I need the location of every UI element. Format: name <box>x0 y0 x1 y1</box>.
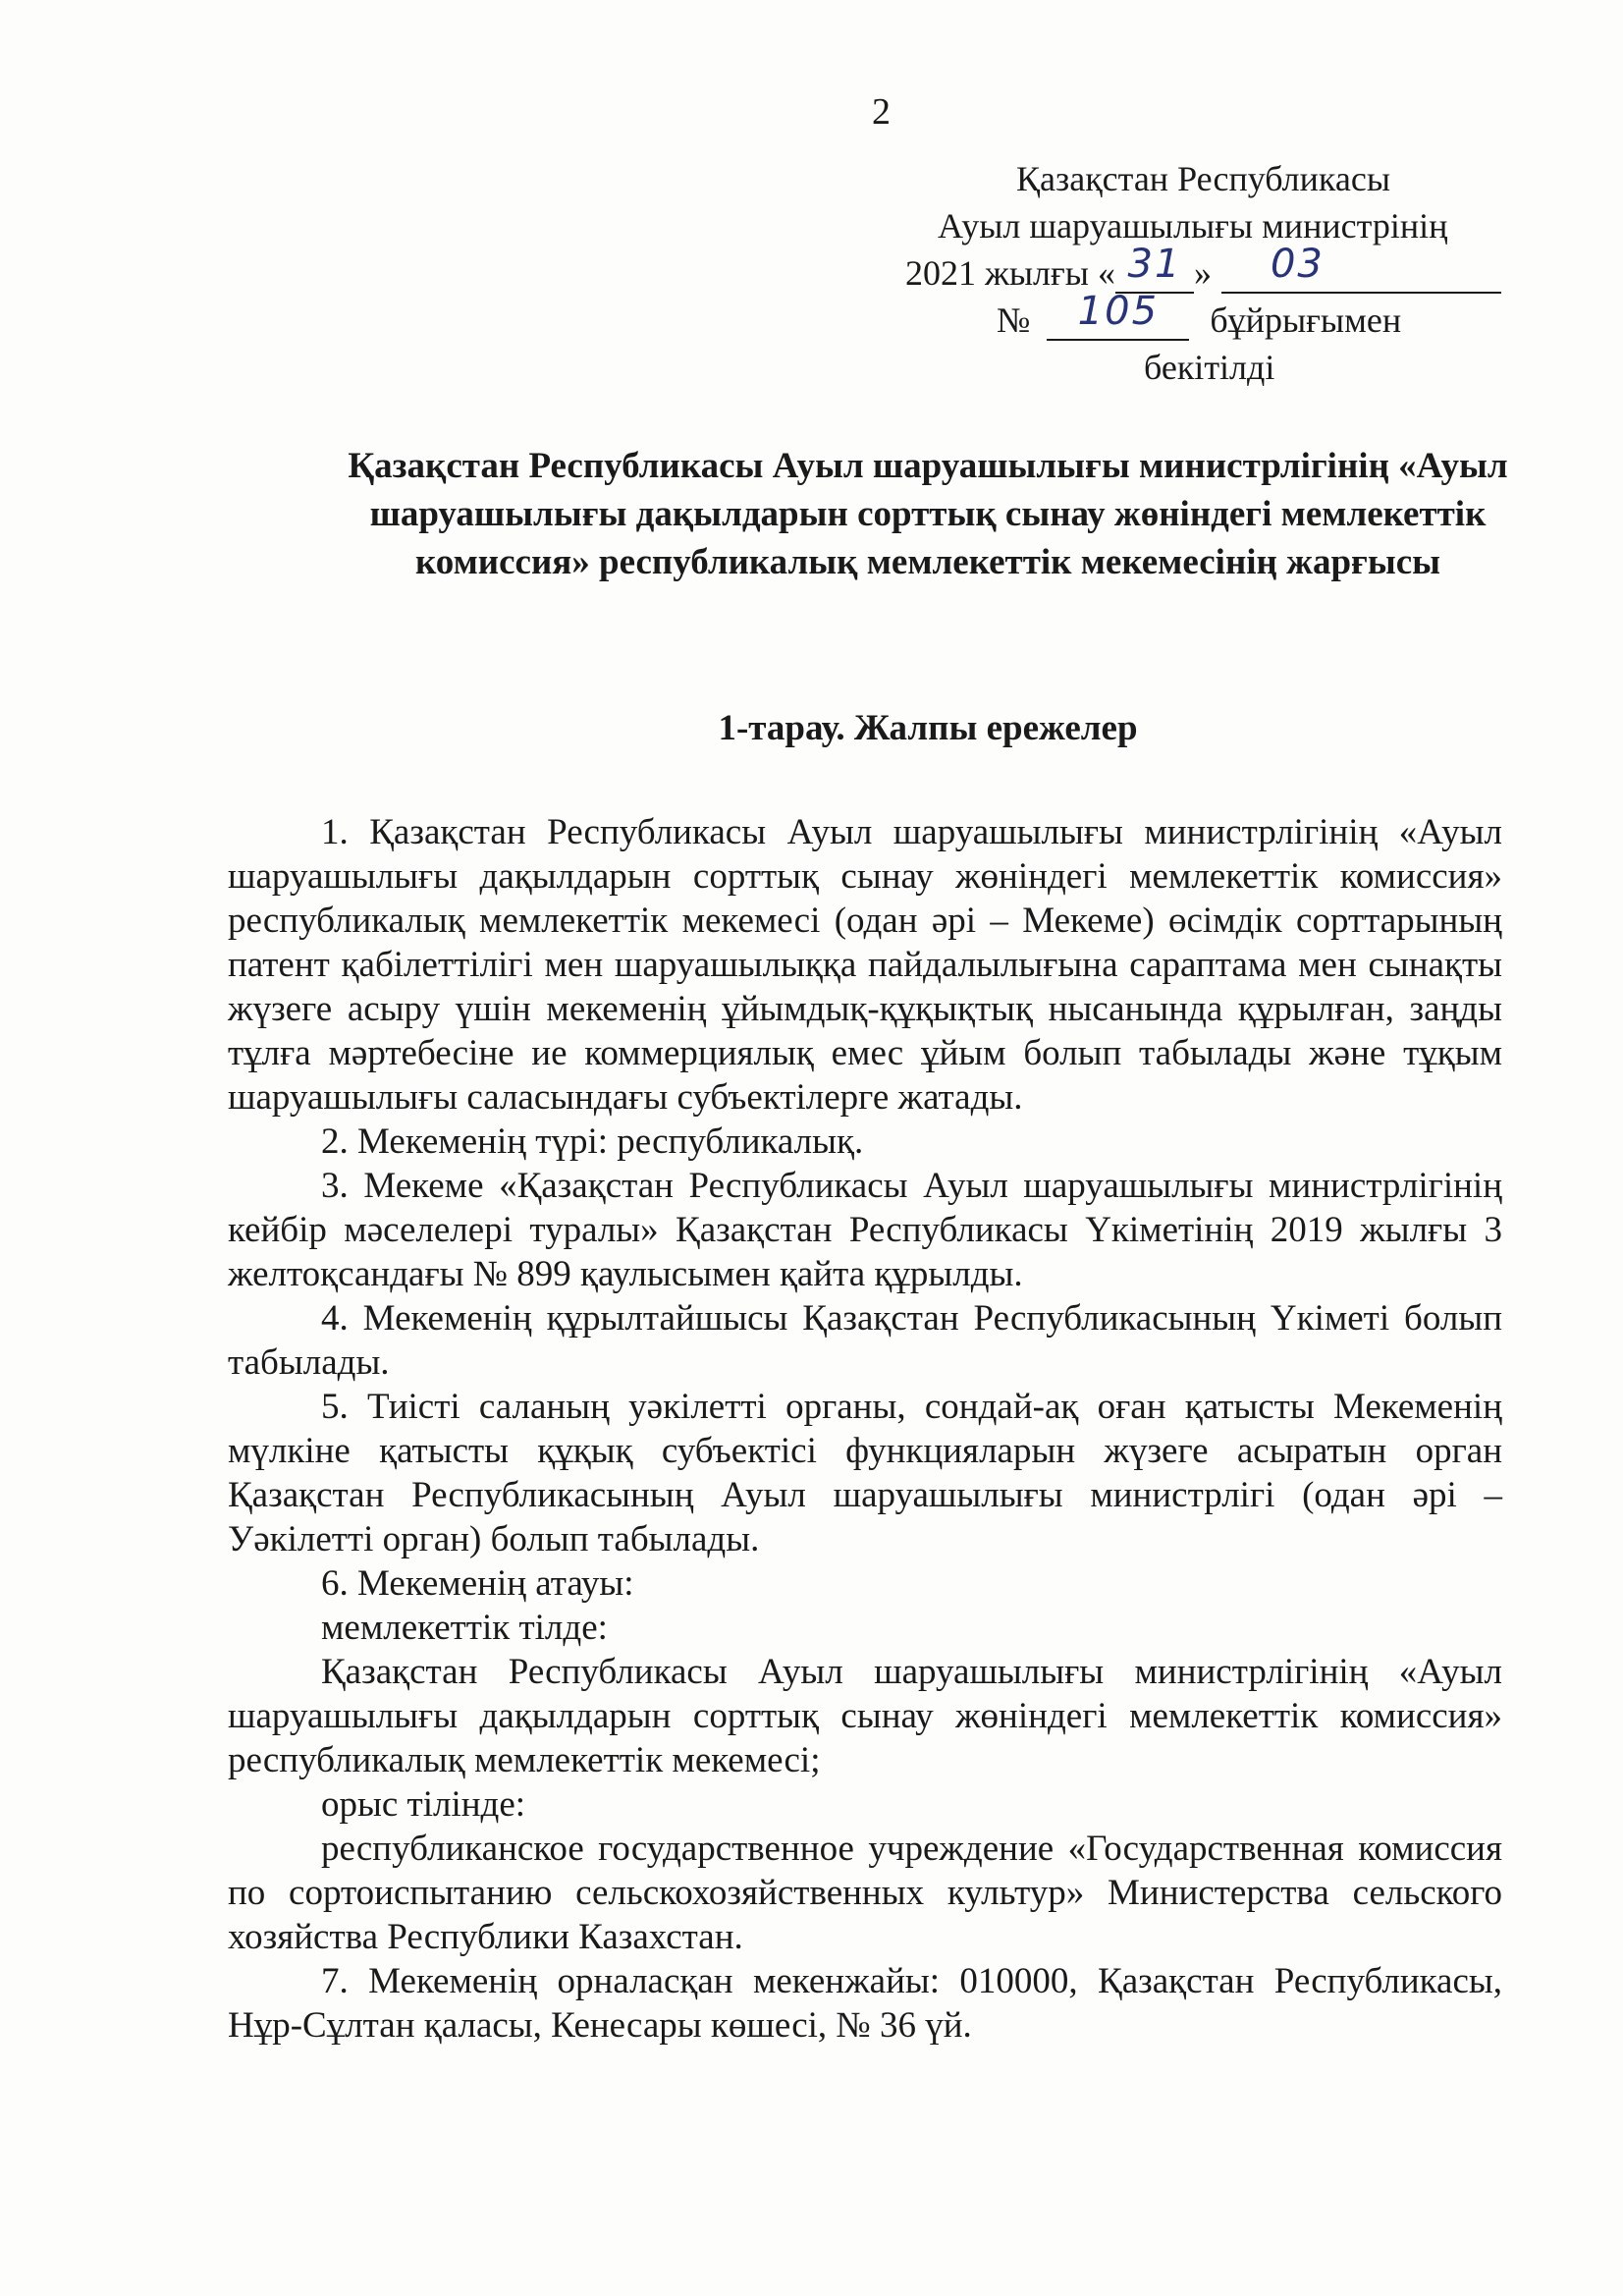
paragraph-5: 5. Тиісті саланың уәкілетті органы, сондай-ақ оған қатысты Мекеменің мүлкіне қатысты құқық субъектісі функцияларын жүзеге асыратын орган Қазақстан Республикасының Ауыл шаруашылығы министрлігі (одан әрі – Уәкілетті орган) болып табылады. <box>228 1387 1502 1559</box>
approval-date-line <box>893 242 1581 297</box>
paragraph-4: 4. Мекеменің құрылтайшысы Қазақстан Республикасының Үкіметі болып табылады. <box>228 1298 1502 1383</box>
paragraph-2: 2. Мекеменің түрі: республикалық. <box>321 1121 864 1162</box>
approval-month-handwritten: 03 <box>1270 242 1325 287</box>
page-number: 2 <box>872 91 891 133</box>
approval-line-minister: Ауыл шаруашылығы министрінің <box>938 206 1448 246</box>
paragraph-6-state-language-label: мемлекеттік тілде: <box>321 1608 608 1648</box>
approval-number-sign: № <box>997 301 1031 340</box>
approval-month-blank <box>1221 242 1501 294</box>
paragraph-1: 1. Қазақстан Республикасы Ауыл шаруашылығы министрлігінің «Ауыл шаруашылығы дақылдарын сорттық сынау жөніндегі мемлекеттік комиссия» республикалық мемлекеттік мекемесі (одан әрі – Мекеме) өсімдік сорттарының патент қабілеттілігі мен шаруашылыққа пайдалылығына сараптама мен сынақты жүзеге асыру үшін мекеменің ұйымдық-құқықтық нысанында құрылған, заңды тұлға мәртебесіне ие коммерциялық емес ұйым болып табылады және тұқым шаруашылығы саласындағы субъектілерге жатады. <box>228 812 1502 1118</box>
paragraph-7: 7. Мекеменің орналасқан мекенжайы: 010000, Қазақстан Республикасы, Нұр-Сұлтан қаласы, Кенесары көшесі, № 36 үй. <box>228 1961 1502 2046</box>
paragraph-6-russian-label: орыс тілінде: <box>321 1784 526 1825</box>
document-title: Қазақстан Республикасы Ауыл шаруашылығы министрлігінің «Ауыл шаруашылығы дақылдарын сорттық сынау жөніндегі мемлекеттік комиссия» республикалық мемлекеттік мекемесінің жарғысы <box>348 446 1508 582</box>
paragraph-6-state-language-name: Қазақстан Республикасы Ауыл шаруашылығы министрлігінің «Ауыл шаруашылығы дақылдарын сорттық сынау жөніндегі мемлекеттік комиссия» республикалық мемлекеттік мекемесі; <box>228 1652 1502 1780</box>
paragraph-6: 6. Мекеменің атауы: <box>321 1563 634 1604</box>
paragraph-3: 3. Мекеме «Қазақстан Республикасы Ауыл шаруашылығы министрлігінің кейбір мәселелері туралы» Қазақстан Республикасы Үкіметінің 2019 жылғы 3 желтоқсандағы № 899 қаулысымен қайта құрылды. <box>228 1166 1502 1294</box>
approval-day-blank <box>1115 242 1194 294</box>
approval-stamp-block <box>893 155 1581 391</box>
approval-order-word: бұйрығымен <box>1210 301 1402 340</box>
section-title: 1-тарау. Жалпы ережелер <box>718 708 1138 748</box>
approval-year-prefix: 2021 жылғы « <box>905 253 1115 293</box>
document-body <box>228 810 1502 2048</box>
approval-day-close: » <box>1193 253 1212 293</box>
approval-approved-word: бекітілді <box>1144 348 1275 387</box>
approval-day-handwritten: 31 <box>1127 242 1182 287</box>
approval-line-republic: Қазақстан Республикасы <box>1016 159 1391 198</box>
approval-number-handwritten: 105 <box>1077 289 1160 334</box>
approval-number-blank <box>1047 289 1189 341</box>
paragraph-6-russian-name: республиканское государственное учреждение «Государственная комиссия по сортоиспытанию сельскохозяйственных культур» Министерства сельского хозяйства Республики Казахстан. <box>228 1829 1502 1957</box>
approval-number-line <box>893 289 1581 344</box>
